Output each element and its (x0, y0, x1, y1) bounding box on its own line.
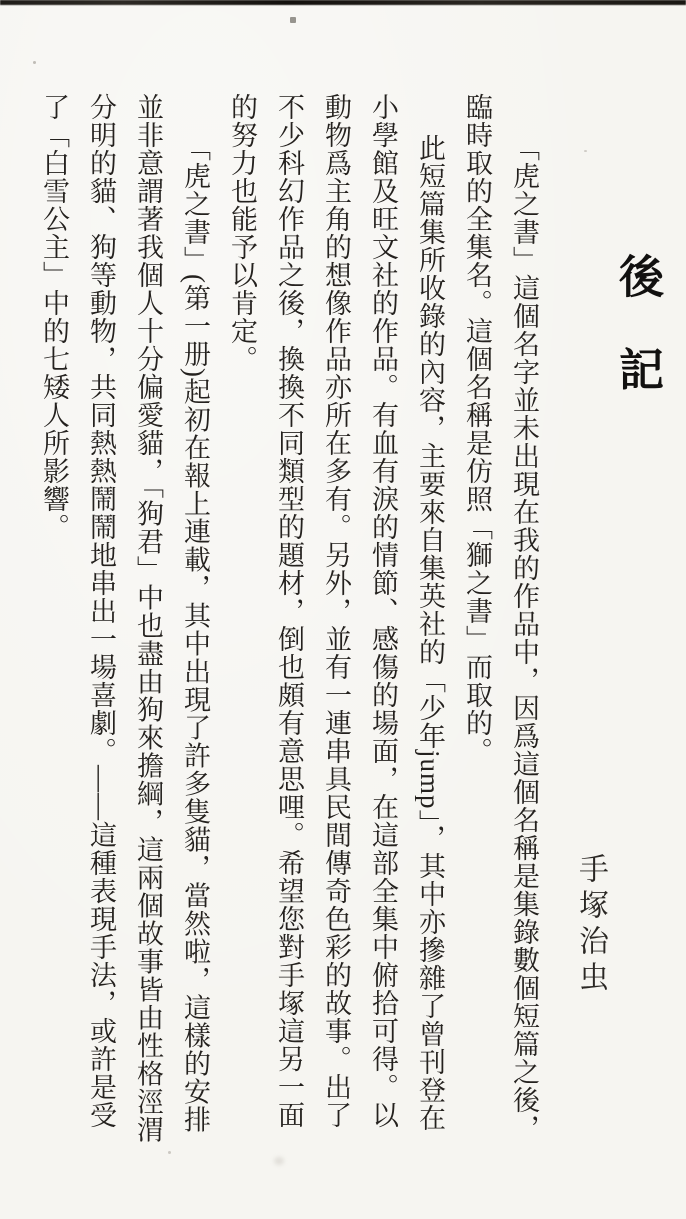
body-text (30, 93, 547, 1145)
page-title: 後記 (612, 253, 663, 439)
scan-speck (168, 1151, 171, 1154)
scan-speck (33, 61, 36, 64)
scan-speck (290, 17, 296, 23)
afterword-content (30, 93, 663, 1145)
scan-edge-artifact (0, 0, 686, 5)
paragraph-2: 此短篇集所收錄的內容，主要來自集英社的「少年jump」，其中亦摻雜了曾刊登在小學館及旺文社的作品。有血有淚的情節、感傷的場面，在這部全集中俯拾可得。以動物爲主角的想像作品亦所在多有。另外，並有一連串具民間傳奇色彩的故事。出了不少科幻作品之後，換換不同類型的題材，倒也頗有意思哩。希望您對手塚這另一面的努力也能予以肯定。 (227, 93, 445, 1132)
paragraph-1: 「虎之書」這個名字並未出現在我的作品中，因爲這個名稱是集錄數個短篇之後，臨時取的全集名。這個名稱是仿照「獅之書」而取的。 (462, 93, 539, 1142)
author-name: 手塚治虫 (574, 853, 607, 997)
scan-speck (274, 1157, 284, 1165)
paragraph-3: 「虎之書」(第一册)起初在報上連載，其中出現了許多隻貓，當然啦，這樣的安排並非意謂著我個人十分偏愛貓，「狗君」中也盡由狗來擔綱，這兩個故事皆由性格涇渭分明的貓、狗等動物，共同熱熱鬧鬧地串出一場喜劇。——這種表現手法，或許是受了「白雪公主」中的七矮人所影響。 (39, 93, 210, 1144)
